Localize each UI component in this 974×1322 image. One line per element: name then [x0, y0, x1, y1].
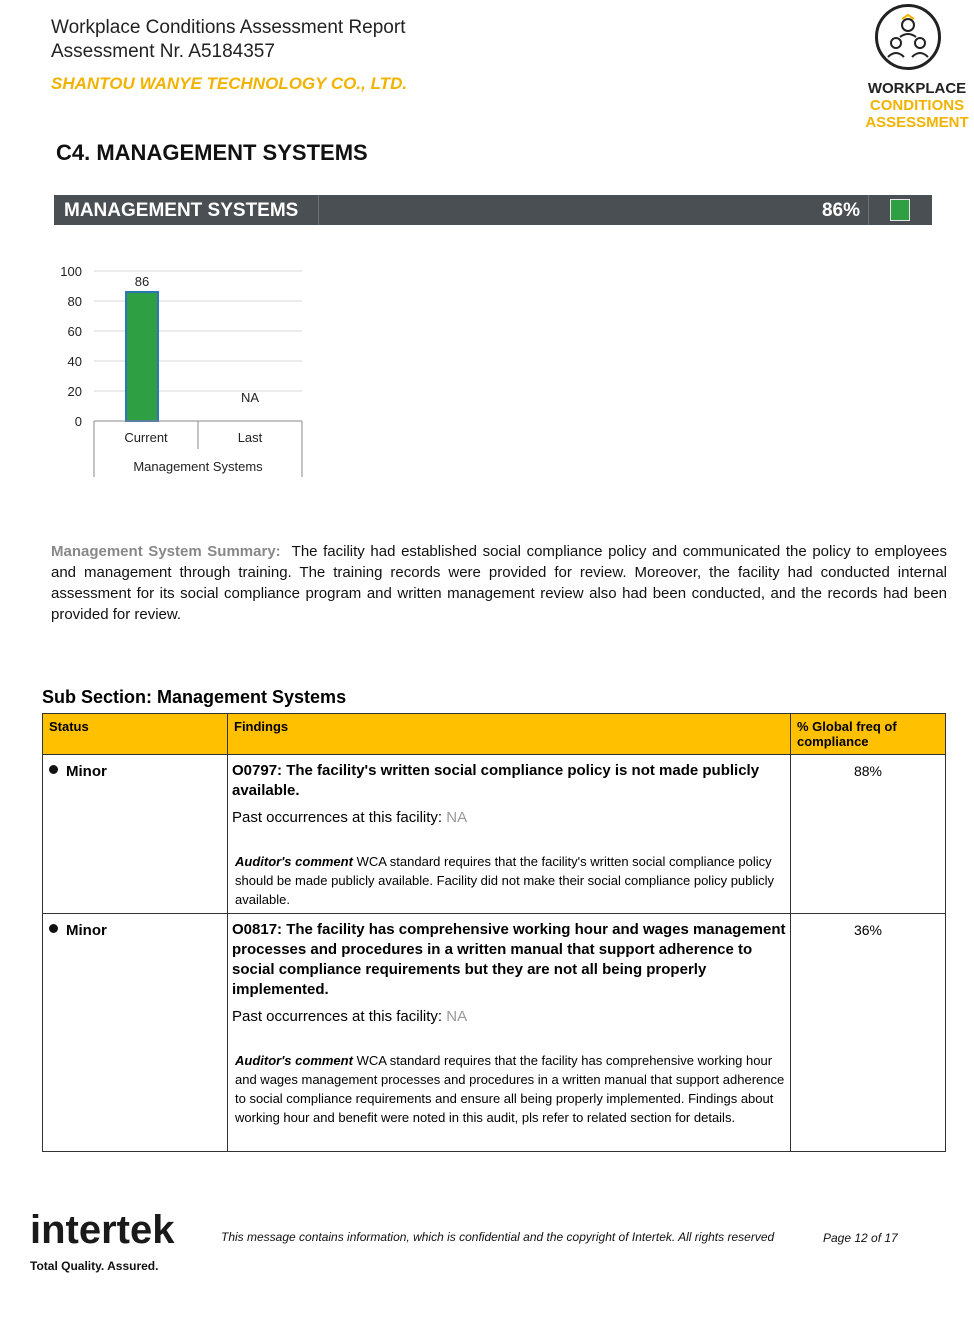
status-cell: [43, 914, 228, 1152]
management-systems-chart: [40, 255, 320, 485]
finding-cell: [228, 755, 791, 914]
auditor-comment-text: WCA standard requires that the facility's written social compliance policy should be made publicly available. Facility did not make their social compliance policy publicly available.: [235, 854, 775, 907]
auditor-comment-text: WCA standard requires that the facility has comprehensive working hour and wages management processes and procedures in a written manual that support adherence to social compliance requirements and ensure all being properly implemented. Findings about working hour and benefit were noted in this audit, pls refer to related section for details.: [235, 1053, 785, 1125]
auditor-comment-label: Auditor's comment: [235, 854, 353, 869]
logo-line-2: CONDITIONS: [869, 97, 965, 114]
y-tick-label: 20: [67, 384, 82, 399]
status-value: Minor: [66, 922, 107, 939]
findings-table: [42, 713, 946, 1152]
finding-cell: [228, 914, 791, 1152]
company-name: SHANTOU WANYE TECHNOLOGY CO., LTD.: [51, 74, 408, 93]
table-header-row: [43, 714, 946, 755]
freq-header: % Global freq of compliance: [791, 714, 946, 755]
past-label: Past occurrences at this facility:: [232, 809, 443, 826]
footer-message: This message contains information, which is confidential and the copyright of Intertek. All rights reserved: [221, 1230, 775, 1244]
y-tick-label: 60: [67, 324, 82, 339]
status-value: Minor: [66, 763, 107, 780]
assessment-number: Assessment Nr. A5184357: [51, 41, 275, 62]
bullet-icon: [49, 924, 58, 933]
report-title: Workplace Conditions Assessment Report: [51, 17, 406, 38]
x-category-label: Last: [237, 430, 263, 445]
past-value: NA: [446, 809, 468, 826]
freq-cell: 88%: [791, 755, 946, 914]
past-occurrences: [232, 809, 786, 826]
past-occurrences: [232, 1008, 786, 1025]
score-bar-title: MANAGEMENT SYSTEMS: [64, 200, 299, 221]
summary-paragraph: [51, 541, 947, 625]
finding-title: O0797: The facility's written social compliance policy is not made publicly available.: [232, 762, 760, 799]
status-cell: [43, 755, 228, 914]
y-tick-label: 0: [74, 414, 82, 429]
bullet-icon: [49, 765, 58, 774]
auditor-comment-label: Auditor's comment: [235, 1053, 353, 1068]
findings-header: Findings: [228, 714, 791, 755]
intertek-tagline: Total Quality. Assured.: [30, 1259, 159, 1273]
freq-cell: 36%: [791, 914, 946, 1152]
score-bar-divider: [868, 195, 869, 225]
x-group-label: Management Systems: [133, 459, 263, 474]
table-row: [43, 914, 946, 1152]
y-tick-label: 80: [67, 294, 82, 309]
auditor-comment: [232, 852, 786, 909]
intertek-logo: intertek: [30, 1208, 175, 1252]
status-header: Status: [43, 714, 228, 755]
summary-label: Management System Summary:: [51, 543, 281, 560]
logo-line-3: ASSESSMENT: [865, 114, 969, 131]
y-tick-label: 40: [67, 354, 82, 369]
wca-logo-icon: [875, 4, 941, 70]
past-value: NA: [446, 1008, 468, 1025]
score-bar-percent: 86%: [821, 200, 860, 221]
finding-title: O0817: The facility has comprehensive working hour and wages management processes and procedures in a written manual that support adherence to social compliance requirements but they are not all being properly implemented.: [232, 921, 786, 998]
data-label: NA: [240, 390, 260, 405]
wca-logo-text: [858, 80, 974, 131]
logo-line-1: WORKPLACE: [867, 80, 967, 97]
table-row: [43, 755, 946, 914]
status-indicator: [890, 199, 910, 221]
past-label: Past occurrences at this facility:: [232, 1008, 443, 1025]
sub-section-title: Sub Section: Management Systems: [42, 687, 347, 707]
page-number: Page 12 of 17: [823, 1231, 898, 1245]
x-category-label: Current: [124, 430, 168, 445]
score-bar-divider: [318, 195, 319, 225]
y-tick-label: 100: [60, 264, 82, 279]
summary-text: The facility had established social compliance policy and communicated the policy to employees and management through training. The training records were provided for review. Moreover, the facility had conducted internal assessment for its social compliance program and written management review also had been conducted, and the records had been provided for review.: [51, 543, 947, 623]
data-label: 86: [134, 274, 150, 289]
bar-current: [126, 292, 158, 421]
section-title: C4. MANAGEMENT SYSTEMS: [56, 140, 368, 165]
auditor-comment: [232, 1051, 786, 1127]
